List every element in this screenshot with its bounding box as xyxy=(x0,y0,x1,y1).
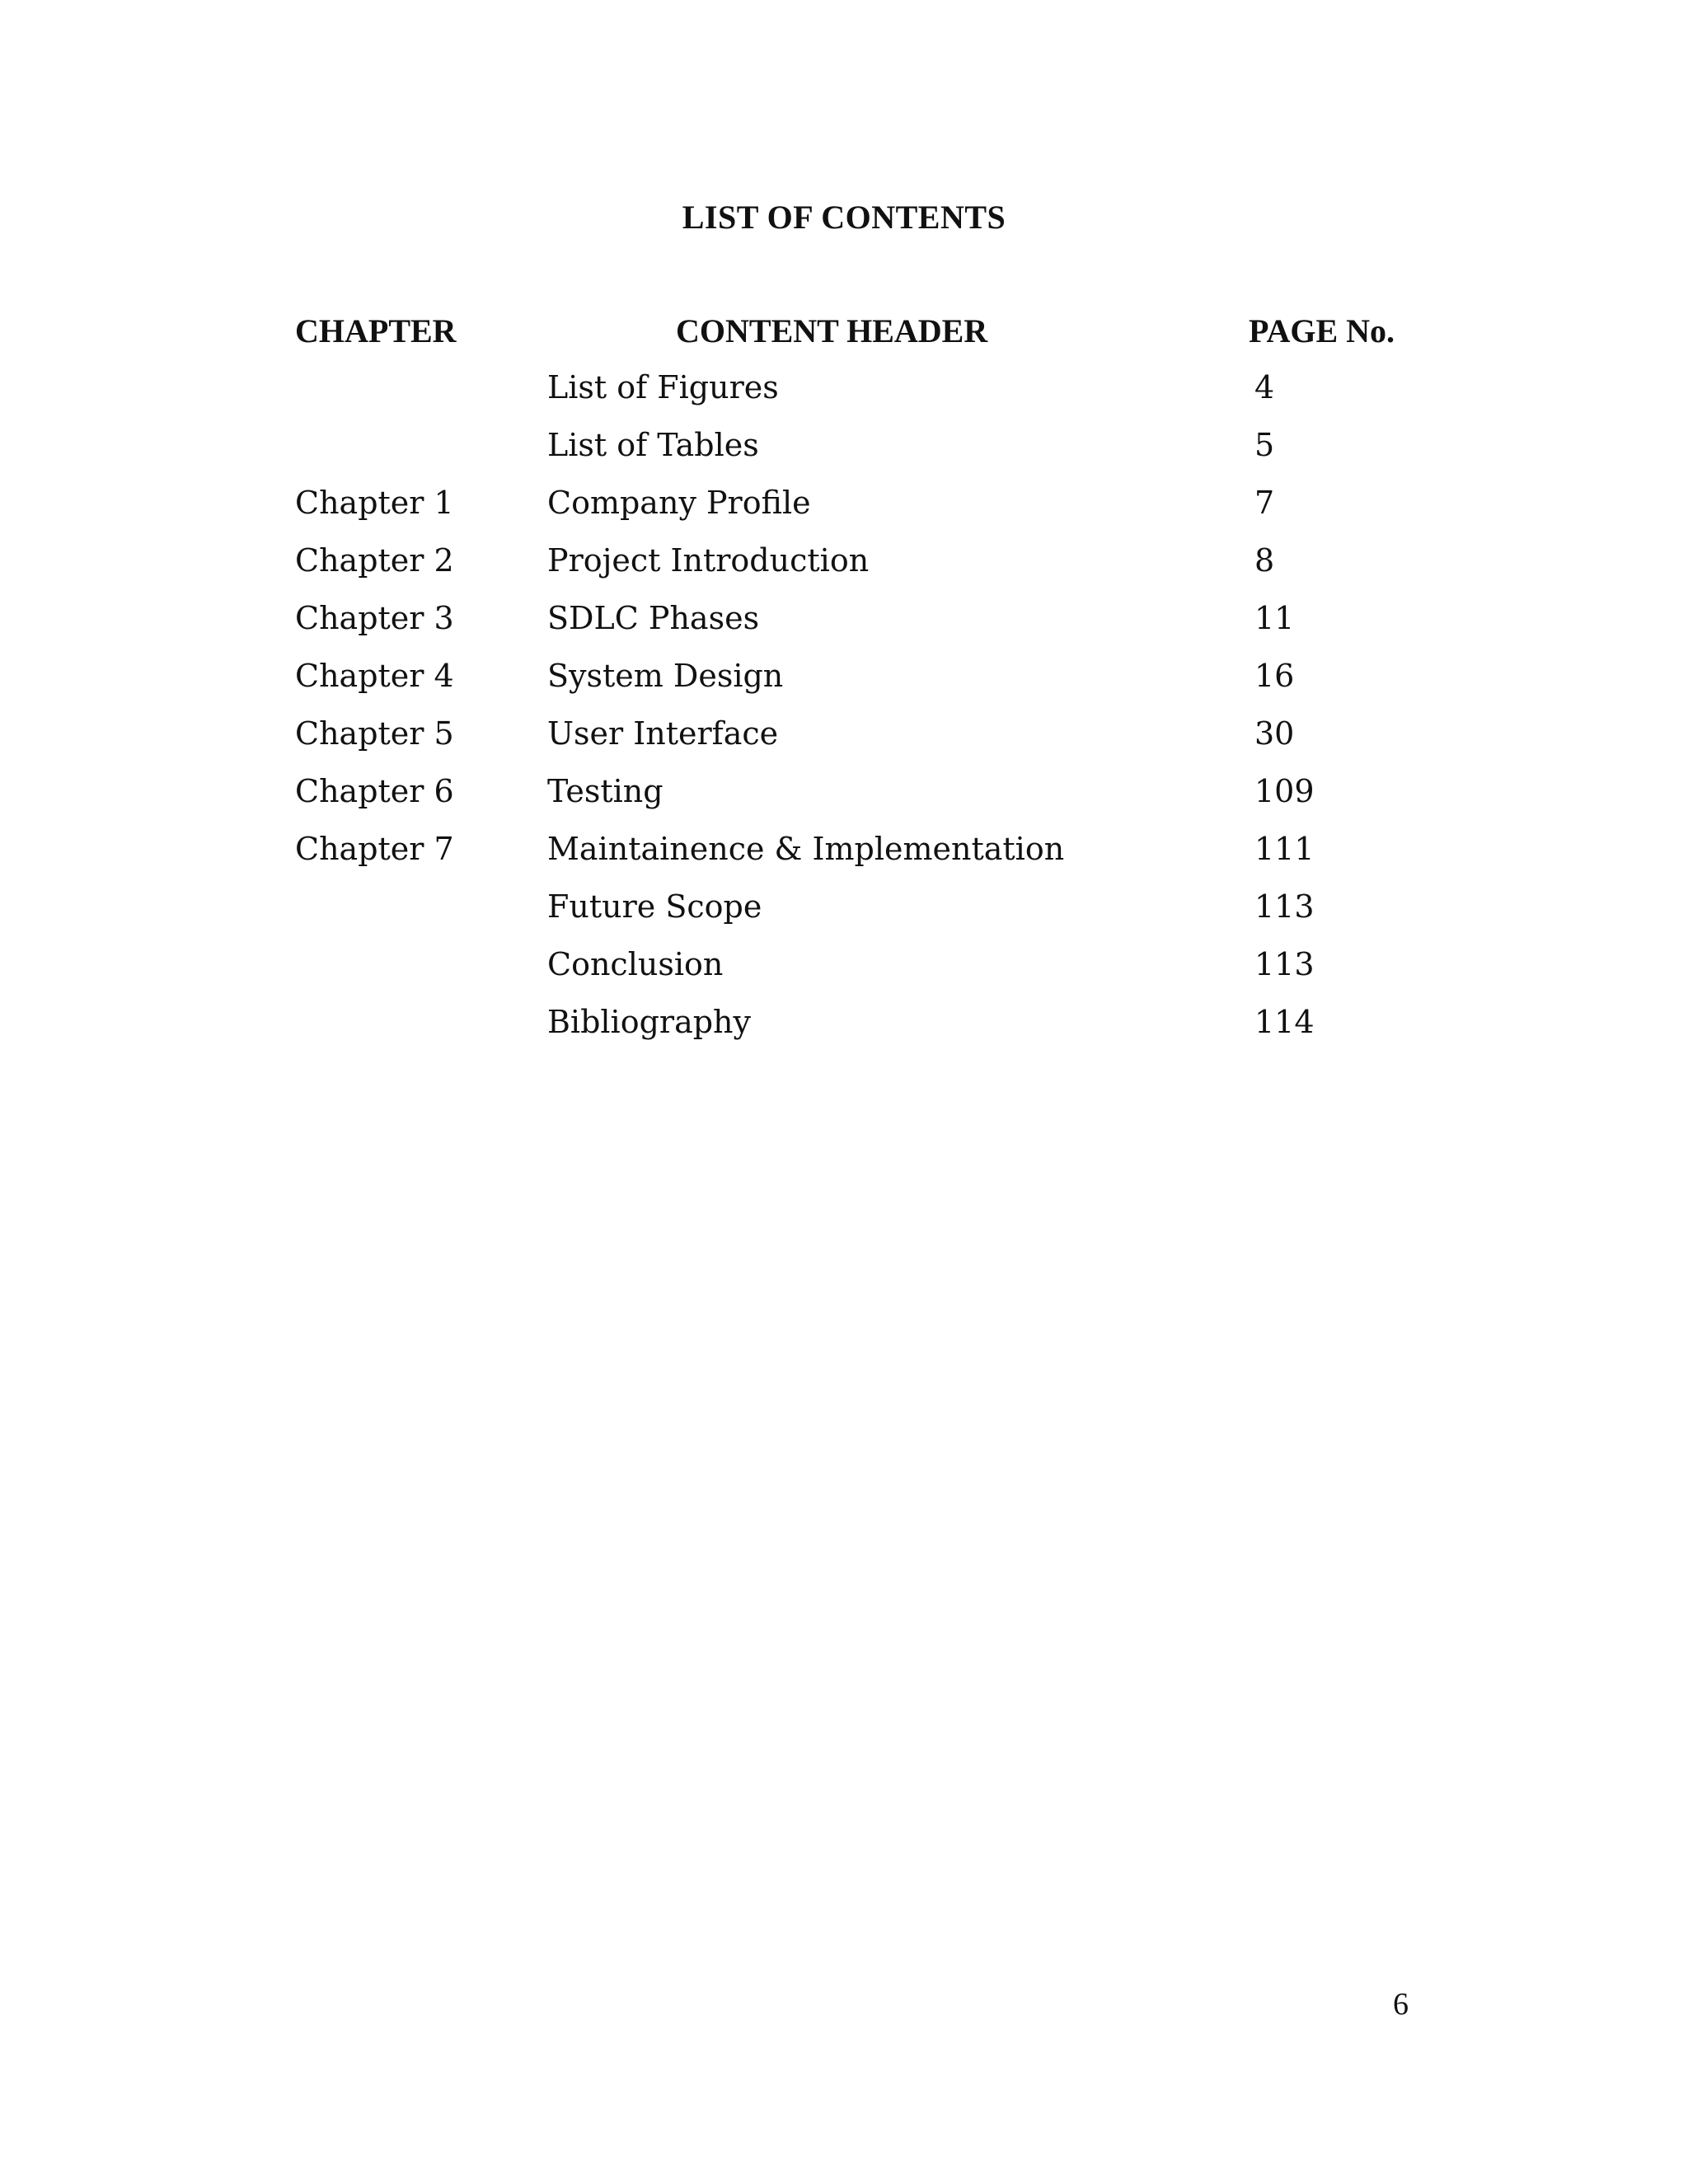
row-chapter: Chapter 5 xyxy=(295,715,454,752)
row-chapter: Chapter 3 xyxy=(295,600,454,636)
row-page: 111 xyxy=(1254,831,1315,867)
row-page: 8 xyxy=(1254,542,1275,579)
table-row xyxy=(0,600,1688,658)
row-content: List of Figures xyxy=(547,369,779,405)
table-row xyxy=(0,369,1688,427)
page-title: LIST OF CONTENTS xyxy=(682,199,1006,236)
row-content: Company Profile xyxy=(547,485,811,521)
chapter-column-header: CHAPTER xyxy=(295,312,457,349)
row-page: 113 xyxy=(1254,888,1315,925)
table-row xyxy=(0,1004,1688,1062)
table-row xyxy=(0,485,1688,542)
row-chapter: Chapter 1 xyxy=(295,485,454,521)
table-row xyxy=(0,427,1688,485)
row-page: 114 xyxy=(1254,1004,1315,1040)
row-content: User Interface xyxy=(547,715,779,752)
row-chapter: Chapter 7 xyxy=(295,831,454,867)
content-header-column-header: CONTENT HEADER xyxy=(676,312,988,349)
row-page: 109 xyxy=(1254,773,1315,809)
table-row xyxy=(0,888,1688,946)
row-page: 113 xyxy=(1254,946,1315,982)
table-row xyxy=(0,542,1688,600)
contents-table xyxy=(0,369,1688,1062)
row-chapter: Chapter 6 xyxy=(295,773,454,809)
row-content: Future Scope xyxy=(547,888,762,925)
row-content: List of Tables xyxy=(547,427,759,463)
row-chapter: Chapter 2 xyxy=(295,542,454,579)
row-content: Project Introduction xyxy=(547,542,870,579)
row-content: Maintainence & Implementation xyxy=(547,831,1065,867)
page-number-column-header: PAGE No. xyxy=(1249,312,1395,349)
row-chapter: Chapter 4 xyxy=(295,658,454,694)
row-content: SDLC Phases xyxy=(547,600,760,636)
row-content: System Design xyxy=(547,658,784,694)
row-page: 7 xyxy=(1254,485,1275,521)
table-row xyxy=(0,773,1688,831)
table-header xyxy=(0,312,1688,353)
table-row xyxy=(0,715,1688,773)
table-row xyxy=(0,831,1688,888)
row-content: Conclusion xyxy=(547,946,724,982)
row-page: 11 xyxy=(1254,600,1295,636)
row-content: Bibliography xyxy=(547,1004,751,1040)
row-page: 4 xyxy=(1254,369,1275,405)
table-row xyxy=(0,946,1688,1004)
row-page: 5 xyxy=(1254,427,1275,463)
row-page: 30 xyxy=(1254,715,1295,752)
row-content: Testing xyxy=(547,773,663,809)
table-row xyxy=(0,658,1688,715)
page-number: 6 xyxy=(1393,1987,1409,2022)
row-page: 16 xyxy=(1254,658,1295,694)
